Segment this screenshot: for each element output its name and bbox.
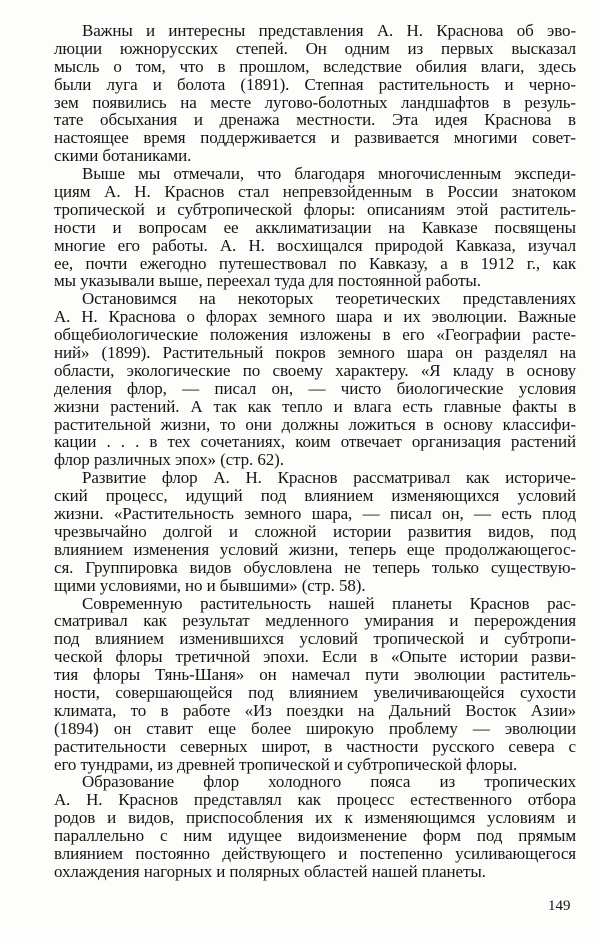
text-line: А. Н. Краснова о флорах земного шара и их эволюции. Важные [54,307,576,327]
text-line: области, экологические по своему характеру. «Я кладу в основу [54,360,576,380]
text-line: были луга и болота (1891). Степная растительность и черно- [54,74,576,94]
text-line: климата, то в работе «Из поездки на Дальний Восток Азии» [54,700,576,720]
text-line: тате обсыхания и дренажа местности. Эта идея Краснова в [54,110,576,130]
paragraph-first-line: Современную растительность нашей планеты Краснов рас- [82,593,576,613]
text-line: ности и вопросам ее акклиматизации на Кавказе посвящены [54,217,576,237]
text-line: влиянием изменения условий жизни, теперь еще продолжающегос- [54,539,576,559]
text-line: сматривал как результат медленного умирания и перерождения [54,611,576,631]
text-line: тия флоры Тянь-Шаня» он намечал пути эволюции раститель- [54,665,576,685]
text-line: ся. Группировка видов обусловлена не теперь только существую- [54,557,576,577]
paragraph-first-line: Выше мы отмечали, что благодаря многочисленным экспеди- [82,164,576,184]
text-line: настоящее время поддерживается и развивается многими совет- [54,128,576,148]
text-line: мы указывали выше, переехал туда для постоянной работы. [54,271,481,291]
paragraph-first-line: Развитие флор А. Н. Краснов рассматривал как историче- [82,468,576,488]
text-line: скими ботаниками. [54,146,192,166]
text-line: деления флор, — писал он, — чисто биологические условия [54,378,576,398]
text-line: многие его работы. А. Н. восхищался природой Кавказа, изучал [54,235,576,255]
text-line: щими условиями, но и бывшими» (стр. 58). [54,575,366,595]
text-line: ее, почти ежегодно путешествовал по Кавказу, а в 1912 г., как [54,253,576,273]
text-line: родов и видов, приспособления их к изменяющимся условиям и [54,808,576,828]
text-line: общебиологические положения изложены в его «Географии расте- [54,325,576,345]
paragraph-first-line: Образование флор холодного пояса из тропических [82,772,576,792]
text-line: флор различных эпох» (стр. 62). [54,450,284,470]
text-line: ности, совершающейся под влиянием увеличивающейся сухости [54,682,576,702]
text-line: под влиянием изменившихся условий тропической и субтропи- [54,629,576,649]
text-line: циям А. Н. Краснов стал непревзойденным в России знатоком [54,182,576,202]
text-line: охлаждения нагорных и полярных областей нашей планеты. [54,861,486,881]
text-line: (1894) он ставит еще более широкую проблему — эволюции [54,718,576,738]
text-line: его тундрами, из древней тропической и субтропической флоры. [54,754,518,774]
text-line: ний» (1899). Растительный покров земного шара он разделял на [54,343,576,363]
text-line: зем появились на месте лугово-болотных ландшафтов в резуль- [54,92,576,112]
text-line: влиянием постоянно действующего и постепенно усиливающегося [54,843,576,863]
text-line: ский процесс, идущий под влиянием изменяющихся условий [54,486,576,506]
text-line: растительной жизни, то они должны ложиться в основу классифи- [54,414,576,434]
paragraph-first-line: Остановимся на некоторых теоретических представлениях [82,289,576,309]
text-line: А. Н. Краснов представлял как процесс естественного отбора [54,790,576,810]
text-line: кации . . . в тех сочетаниях, коим отвечает организация растений [54,432,576,452]
text-line: параллельно с ним идущее видоизменение форм под прямым [54,826,576,846]
text-line: мысль о том, что в прошлом, вследствие обилия влаги, здесь [54,56,576,76]
text-line: ческой флоры третичной эпохи. Если в «Опыте истории разви- [54,647,576,667]
text-line: растительности северных широт, в частности русского севера с [54,736,576,756]
text-line: жизни растений. А так как тепло и влага есть главные факты в [54,396,576,416]
text-line: жизни. «Растительность земного шара, — писал он, — есть плод [54,504,576,524]
text-line: люции южнорусских степей. Он одним из первых высказал [54,38,576,58]
page-number: 149 [548,898,571,914]
text-line: чрезвычайно долгой и сложной истории развития видов, под [54,521,576,541]
body-text [54,22,576,881]
paragraph-first-line: Важны и интересны представления А. Н. Краснова об эво- [82,21,576,40]
text-line: тропической и субтропической флоры: описаниям этой раститель- [54,199,576,219]
